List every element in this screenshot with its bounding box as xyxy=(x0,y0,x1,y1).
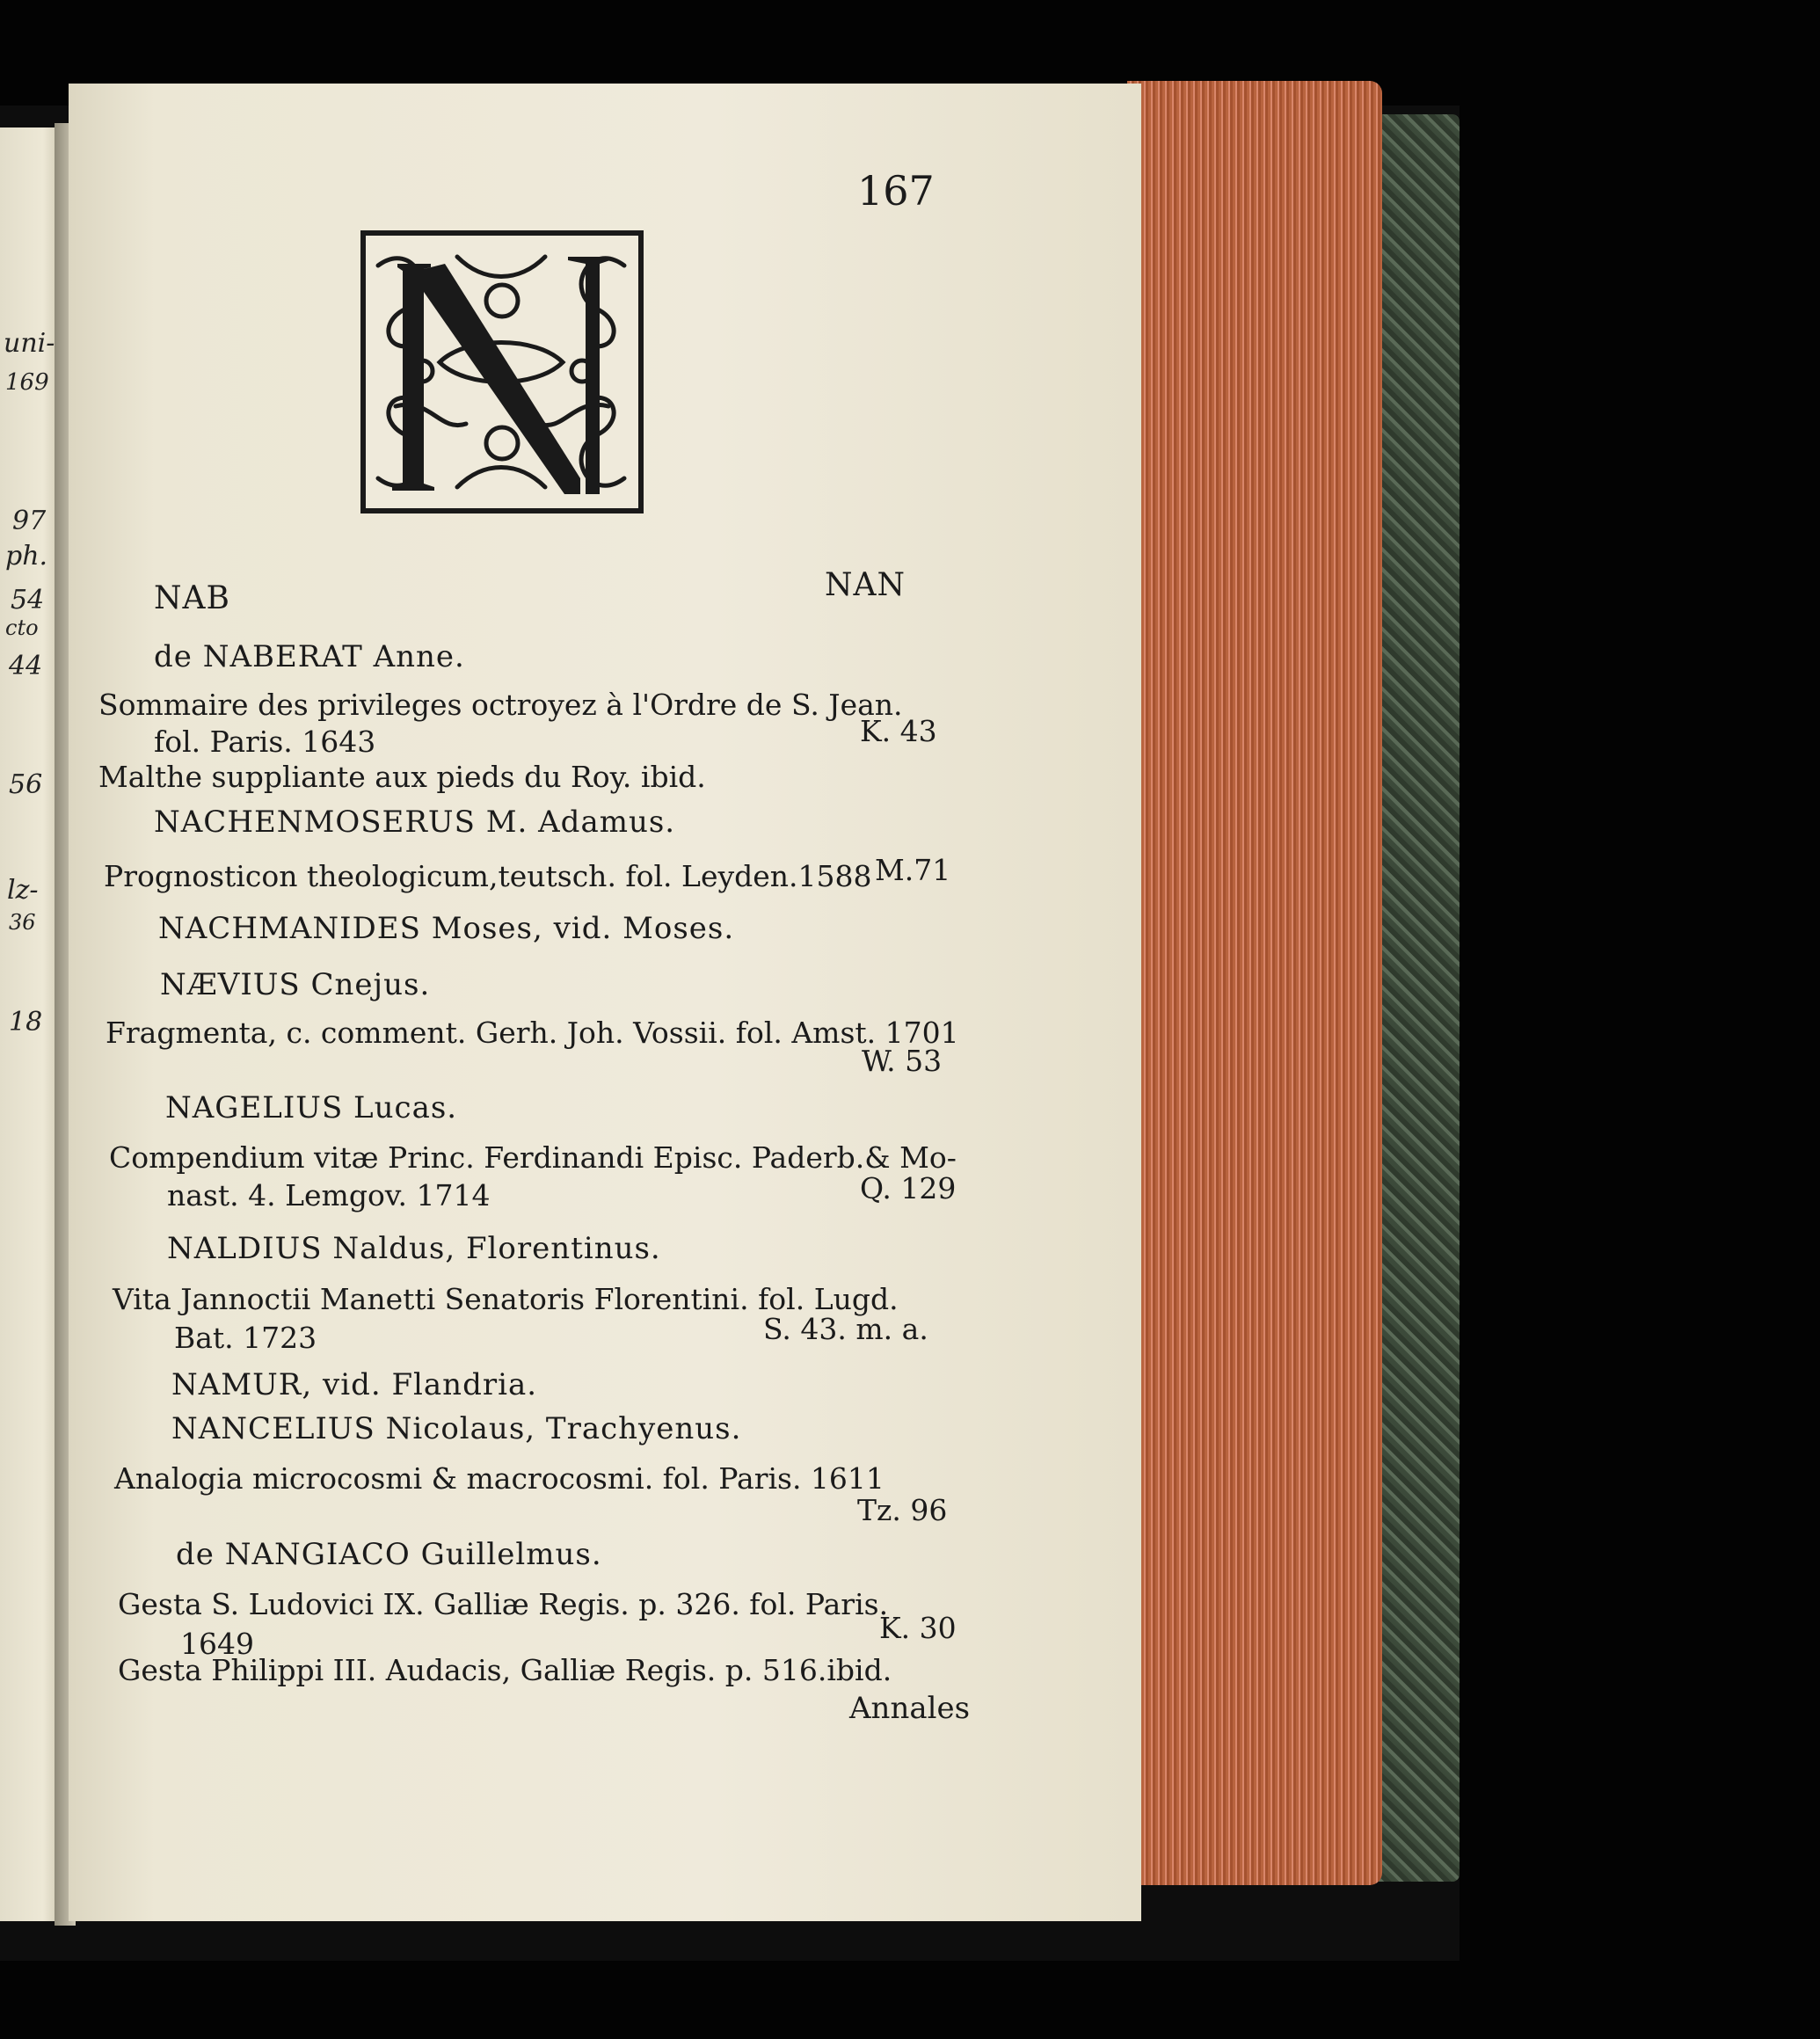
entry-title: Vita Jannoctii Manetti Senatoris Florentini. fol. Lugd. xyxy=(113,1282,899,1316)
shelf-mark: Q. 129 xyxy=(860,1171,957,1205)
left-page xyxy=(0,127,62,1921)
shelf-mark: K. 30 xyxy=(879,1611,957,1645)
left-page-fragment: 44 xyxy=(9,651,43,681)
entry-title: nast. 4. Lemgov. 1714 xyxy=(167,1178,491,1212)
author-heading: NÆVIUS Cnejus. xyxy=(160,967,431,1002)
entry-title: fol. Paris. 1643 xyxy=(154,725,376,759)
left-page-fragment: 36 xyxy=(9,910,36,935)
author-heading: NAMUR, vid. Flandria. xyxy=(171,1367,538,1402)
author-heading: NANCELIUS Nicolaus, Trachyenus. xyxy=(171,1411,742,1446)
entry-title: 1649 xyxy=(180,1627,254,1661)
left-page-fragment: lz- xyxy=(7,875,39,906)
shelf-mark: S. 43. m. a. xyxy=(763,1312,928,1346)
catchword: Annales xyxy=(849,1691,971,1726)
entry-title: Gesta Philippi III. Audacis, Galliæ Regis. p. 516.ibid. xyxy=(118,1653,892,1687)
left-page-fragment: cto xyxy=(5,615,39,640)
left-page-fragment: ph. xyxy=(5,541,48,572)
entry-title: Bat. 1723 xyxy=(174,1321,317,1355)
shelf-mark: M.71 xyxy=(875,853,951,887)
running-head-left: NAB xyxy=(154,580,230,616)
left-page-fragment: 54 xyxy=(11,585,45,615)
left-page-fragment: 18 xyxy=(9,1007,43,1038)
left-page-fragment: uni- xyxy=(4,328,55,359)
left-page-fragment: 97 xyxy=(12,506,47,536)
page-number: 167 xyxy=(857,167,935,215)
entry-title: Malthe suppliante aux pieds du Roy. ibid. xyxy=(98,760,706,794)
author-heading: NALDIUS Naldus, Florentinus. xyxy=(167,1231,661,1266)
author-heading: de NANGIACO Guillelmus. xyxy=(176,1537,602,1572)
running-head-right: NAN xyxy=(825,567,906,603)
left-page-fragment: 56 xyxy=(9,769,43,800)
shelf-mark: K. 43 xyxy=(860,714,937,748)
decorated-initial-icon xyxy=(360,230,644,513)
author-heading: de NABERAT Anne. xyxy=(154,639,465,674)
entry-title: Analogia microcosmi & macrocosmi. fol. Paris. 1611 xyxy=(114,1461,885,1496)
shelf-mark: W. 53 xyxy=(862,1044,943,1078)
author-heading: NACHMANIDES Moses, vid. Moses. xyxy=(158,911,735,946)
author-heading: NAGELIUS Lucas. xyxy=(165,1090,458,1125)
shelf-mark: Tz. 96 xyxy=(857,1493,948,1527)
entry-title: Fragmenta, c. comment. Gerh. Joh. Vossii. fol. Amst. 1701 xyxy=(106,1016,959,1050)
entry-title: Sommaire des privileges octroyez à l'Ordre de S. Jean. xyxy=(98,688,903,722)
entry-title: Gesta S. Ludovici IX. Galliæ Regis. p. 326. fol. Paris. xyxy=(118,1587,889,1621)
page-fore-edge xyxy=(1127,81,1382,1885)
book-cover-board xyxy=(1372,114,1460,1882)
entry-title: Compendium vitæ Princ. Ferdinandi Episc. Paderb.& Mo- xyxy=(109,1140,957,1175)
author-heading: NACHENMOSERUS M. Adamus. xyxy=(154,805,676,840)
left-page-fragment: 169 xyxy=(5,369,49,396)
entry-title: Prognosticon theologicum,teutsch. fol. Leyden.1588 xyxy=(104,859,872,893)
